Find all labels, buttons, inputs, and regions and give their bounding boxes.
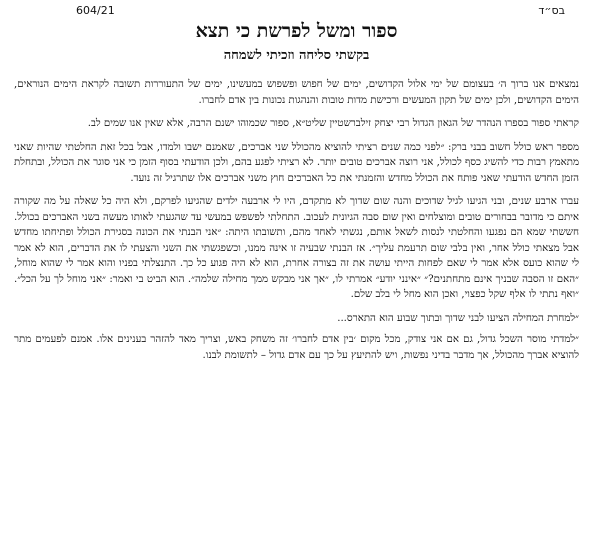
page-subtitle: בקשתי סליחה וזכיתי לשמחה xyxy=(223,48,370,63)
paragraph-6: ״למדתי מוסר השכל גדול, גם אם אני צודק, מכל מקום ׳בין אדם לחברו׳ זה משחק באש, וצריך מאד להזהר בענינים אלו. אמנם לפעמים מתר להוציא אברך מהכולל, אך מדבר בדיני נפשות, ויש להתיעץ על כך עם אדם גדול – לתשומת לבנו. xyxy=(14,334,579,361)
paragraph-1: נמצאים אנו ברוך ה׳ בעצומם של ימי אלול הקדושים, ימים של חפוש ופשפוש במעשינו, ימים של התעוררות תשובה לקראת הימים הנוראים, הימים הקדושים, ולכן ימים של תקון המעשים ורכישת מדות טובות והנהגות נכונות בין אדם לחברו. xyxy=(14,79,579,106)
page-header xyxy=(14,0,579,20)
page-title: ספור ומשל לפרשת כי תצא xyxy=(195,20,398,42)
paragraph-3: מספר ראש כולל חשוב בבני ברק: ״לפני כמה שנים רציתי להוציא מהכולל שני אברכים, שאמנם ישבו ולמדו, אבל בכל זאת החלטתי שהיות שאני מתאמץ רבות כדי להשיג כסף לכולל, אני רוצה אברכים טובים יותר. לא רציתי לפגע בהם, ולכן הודעתי בסוף הזמן כי אני סוגר את הכולל, ובתחלת הזמן החדש הודעתי שאני פותח את הכולל מחדש והזמנתי את כל האברכים חוץ משני אברכים אלו שתרגיל זה נועד. xyxy=(14,141,579,184)
bsd-mark: בס״ד xyxy=(538,4,565,17)
page-number: 604/21 xyxy=(76,4,115,17)
paragraph-2: קראתי ספור בספרו הנהדר של הגאון הגדול רבי יצחק זילברשטיין שליט״א, ספור שכמוהו ישנם הרבה, אלא שאין אנו שמים לב. xyxy=(87,118,579,129)
paragraph-4: עברו ארבע שנים, ובני הגיעו לגיל שדוכים והנה שום שדוך לא מתקדם, היו לי ארבעה ילדים שהגיעו לפרקם, ולא היה כל שאלה על מה שקורה איתם כי מדובר בבחורים טובים ומוצלחים ואין שום סבה הגיונית לעכוב. התחלתי לפשפש במעשי עד שהגעתי לאותו מעשה בשני האברכים בכולל. חששתי שמא הם נפגעו והחלטתי לנסות לשאל אותם, נגשתי לאחד מהם, ותשובתו היתה: ״אני הבנתי את הכונה בסגירת הכולל ופתיחתו מחדש אבל מצאתי כולל אחר, ואין בלבי שום תרעמת עליך״. אז הבנתי שבעיה זו אינה ממנו, וכשפגשתי את השני והצעתי לו את הדברים, הוא לא אמר לי שהוא כועס אלא אמר לי שאם לפחות הייתי עושה את זה בצורה אחרת, הוא לא היה פגוע כל כך. התנצלתי בפניו והוא אמר לי שהוא מוחל, ״האם זו הסבה שבניך אינם מתחתנים?״ ״אינני יודע״ אמרתי לו, ״אך אני מבקש ממך מחילה שלמה״. הוא הביט בי ואמר: ״אני מוחל לך על הכל״. ״ואף נתתי לו אלף שקל כפצוי, ואכן הוא מחל לי בלב שלם. xyxy=(14,196,579,300)
paragraph-5: ״למחרת המחילה הציעו לבני שדוך ובתוך שבוע הוא התארס... xyxy=(337,312,579,324)
